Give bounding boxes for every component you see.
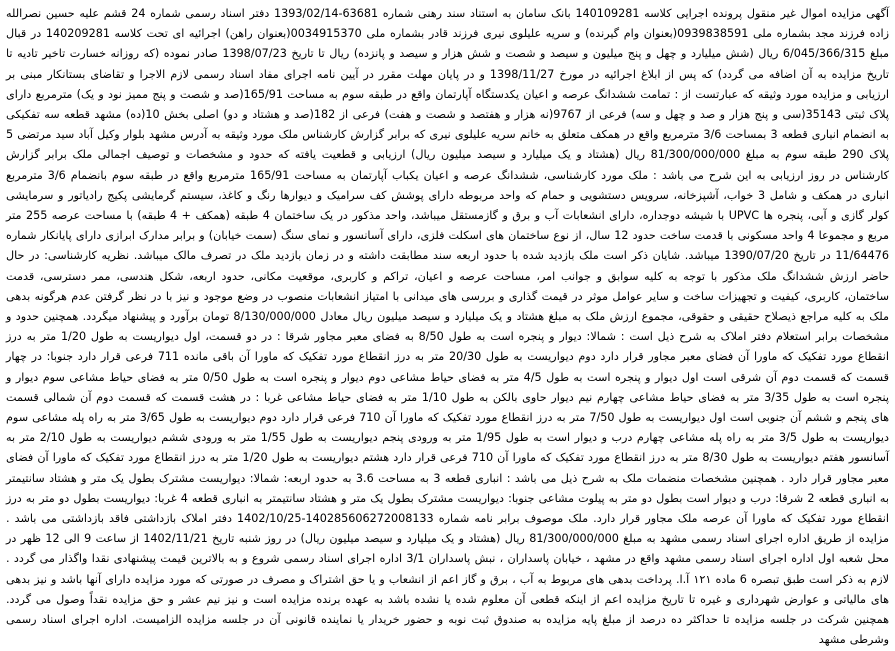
auction-notice-text: آگهی مزایده اموال غیر منقول پرونده اجرایی کلاسه 140109281 بانک سامان به استناد سند رهنی شماره 63681-1393/02/14 دفتر اسناد رسمی شماره 24 قشم علیه حسین نصرالله زاده فرزند مجد بشماره ملی 0939838591(بعنوان وام گیرنده) و سریه علیلوی نیری فرزند قادر بشماره ملی 0034915370(بعنوان راهن) اجرائیه ای تحت کلاسه 140209281 در قبال مبلغ 6/045/366/315 ریال (شش میلیارد و چهل و پنج میلیون و سیصد و شصت و شش هزار و سیصد و پانزده) ریال تا تاریخ 1398/07/23 صادر نموده (که روزانه خسارت تاخیر تادیه تا تاریخ مزایده به آن اضافه می گردد) که پس از ابلاغ اجرائیه در مورخ 1398/11/27 و در پایان مهلت مقرر در آیین نامه اجرای مفاد اسناد رسمی لازم الاجرا و تقاضای بستانکار مبنی بر ارزیابی و مزایده مورد وثیقه که عبارتست از : تمامت ششدانگ عرصه و اعیان یکدستگاه آپارتمان واقع در طبقه سوم به مساحت 165/91(صد و شصت و پنج ممیز نود و یک) مترمربع دارای پلاک ثبتی 35143(سی و پنج هزار و صد و چهل و سه) فرعی از 9767(نه هزار و هفتصد و شصت و هفت) فرعی از 182(صد و هشتاد و دو) اصلی بخش 10(ده) مشهد قطعه سه تفکیکی به انضمام انباری قطعه 3 بمساحت 3/6 مترمربع واقع در همکف متعلق به خانم سریه علیلوی نیری که برابر گزارش کارشناس ملک مورد وثیقه به آدرس مشهد بلوار وکیل آباد سید مرتضی 5 پلاک 290 طبقه سوم به مبلغ 81/300/000/000 ریال (هشتاد و یک میلیارد و سیصد میلیون ریال) ارزیابی و قطعیت یافته که حدود و مشخصات و توصیف اجمالی ملک برابر گزارش کارشناس در روز ارزیابی به این شرح می باشد : ملک مورد کارشناسی، ششدانگ عرصه و اعیان یکباب آپارتمان به مساحت 165/91 مترمربع واقع در طبقه سوم بانضمام 3/6 مترمربع انباری در همکف و شامل 3 خواب، آشپزخانه، سرویس دستشویی و حمام که واحد مربوطه دارای پوشش کف سرامیک و دیوارها رنگ و کاغذ، سیستم گرمایشی پکیج رادیاتور و سرمایشی کولر گازی و آبی، پنجره ها UPVC با شیشه دوجداره، دارای انشعابات آب و برق و گازمستقل میباشد، واحد مذکور در یک ساختمان 4 طبقه (همکف + 4 طبقه) با مساحت عرصه 255 متر مربع و مجموعا 4 واحد مسکونی با قدمت ساخت حدود 12 سال، از نوع ساختمان های اسکلت فلزی، دارای آسانسور و نمای سنگ (سمت خیابان) و برابر مدارک ابرازی دارای پایانکار شماره 11/64476 در تاریخ 1390/07/20 میباشد. شایان ذکر است ملک بازدید شده با حدود اربعه سند مطابقت داشته و در زمان بازدید ملک در تصرف مالک میباشد. نظریه کارشناسی: در حال حاضر ارزش ششدانگ ملک مذکور با توجه به کلیه سوابق و جوانب امر، مساحت عرصه و اعیان، تراکم و کاربری، موقعیت مکانی، حدود اربعه، شکل هندسی، ممر دسترسی، قدمت ساختمان، کاربری، کیفیت و تجهیزات ساخت و سایر عوامل موثر در قیمت گذاری و بررسی های میدانی با امتیاز انشعابات منصوب در وضع موجود و نیز با در نظر گرفتن عدم هرگونه بدهی ملک به کلیه مراجع ذیصلاح حقیقی و حقوقی، مجموع ارزش ملک به مبلغ هشتاد و یک میلیارد و سیصد میلیون ریال معادل 8/130/000/000 تومان برآورد و پیشنهاد میگردد. همچنین حدود و مشخصات برابر استعلام دفتر املاک به شرح ذیل است : شمالا: دیوار و پنجره است به طول 8/50 به فضای معبر مجاور شرقا : در دو قسمت، اول دیواریست به طول 1/20 متر به درز انقطاع مورد تفکیک که ماورا آن فضای معبر مجاور قرار دارد دوم دیواریست به طول 20/30 متر به درز انقطاع مورد تفکیک که ماورا آن باقی مانده 711 فرعی قرار دارد جنوبا: در چهار قسمت که قسمت دوم آن شرقی است اول دیوار و پنجره است به طول 4/5 متر به فضای حیاط مشاعی دوم دیوار و پنجره است به طول 0/50 متر به فضای حیاط مشاعی سوم دیوار و پنجره است به طول 3/35 متر به فضای حیاط مشاعی چهارم نیم دیوار حاوی بالکن به طول 1/10 متر به فضای حیاط مشاعی غربا : در هشت قسمت که قسمت دوم آن شمالی قسمت های پنجم و ششم آن جنوبی است اول دیواریست به طول 7/50 متر به درز انقطاع مورد تفکیک که ماورا آن 710 فرعی قرار دارد دوم دیواریست به طول 3/65 متر به راه پله مشاعی سوم دیواریست به طول 3/5 متر به راه پله مشاعی چهارم درب و دیوار است به طول 1/95 متر به ورودی پنجم دیواریست به طول 1/55 متر به ورودی ششم دیواریست به طول 2/10 متر به آسانسور هفتم دیواریست به طول 8/30 متر به درز انقطاع مورد تفکیک که ماورا آن 710 فرعی قرار دارد هشتم دیواریست به طول 1/20 متر به درز انقطاع مورد تفکیک که ماورا آن فضای معبر مجاور قرار دارد . همچنین مشخصات منضمات ملک به شرح ذیل می باشد : انباری قطعه 3 به مساحت 3.6 به حدود اربعه: شمالا: دیواریست مشترک بطول یک متر و هشتاد سانتیمتر به انباری قطعه 2 شرقا: درب و دیوار است بطول دو متر به پیلوت مشاعی جنوبا: دیواریست مشترک بطول یک متر و هشتاد سانتیمتر به انباری قطعه 4 غربا: دیواریست بطول دو متر به درز انقطاع مورد تفکیک که ماورا آن عرصه ملک مجاور قرار دارد. ملک موصوف برابر نامه شماره 140285606272008133-1402/10/25 دفتر املاک بازداشتی فاقد بازداشتی می باشد . مزایده از طریق اداره اجرای اسناد رسمی مشهد به مبلغ 81/300/000/000 ریال (هشتاد و یک میلیارد و سیصد میلیون ریال) در روز شنبه تاریخ 1402/11/21 از ساعت 9 الی 12 ظهر در محل شعبه اول اداره اجرای اسناد رسمی مشهد واقع در مشهد ، خیابان پاسداران ، نبش پاسداران 3/1 اداره اجرای اسناد رسمی شروع و به بالاترین قیمت پیشنهادی نقدا واگذار می گردد . لازم به ذکر است طبق تبصره 6 ماده ۱۲۱ آ.ا. پرداخت بدهی های مربوط به آب ، برق و گاز اعم از انشعاب و یا حق اشتراک و مصرف در صورتی که مورد مزایده دارای آنها باشد و نیز بدهی های مالیاتی و عوارض شهرداری و غیره تا تاریخ مزایده اعم از اینکه قطعی آن معلوم شده یا نشده باشد به عهده برنده مزایده است و نیز نیم عشر و حق مزایده نقداً وصول می گردد. همچنین شرکت در جلسه مزایده تا حداکثر ده درصد از مبلغ پایه مزایده به صندوق ثبت نوبه و حضور خریدار یا نماینده قانونی آن در جلسه مزایده الزامیست. اداره اجرای اسناد رسمی وشرطی مشهد <box>6 7 890 647</box>
